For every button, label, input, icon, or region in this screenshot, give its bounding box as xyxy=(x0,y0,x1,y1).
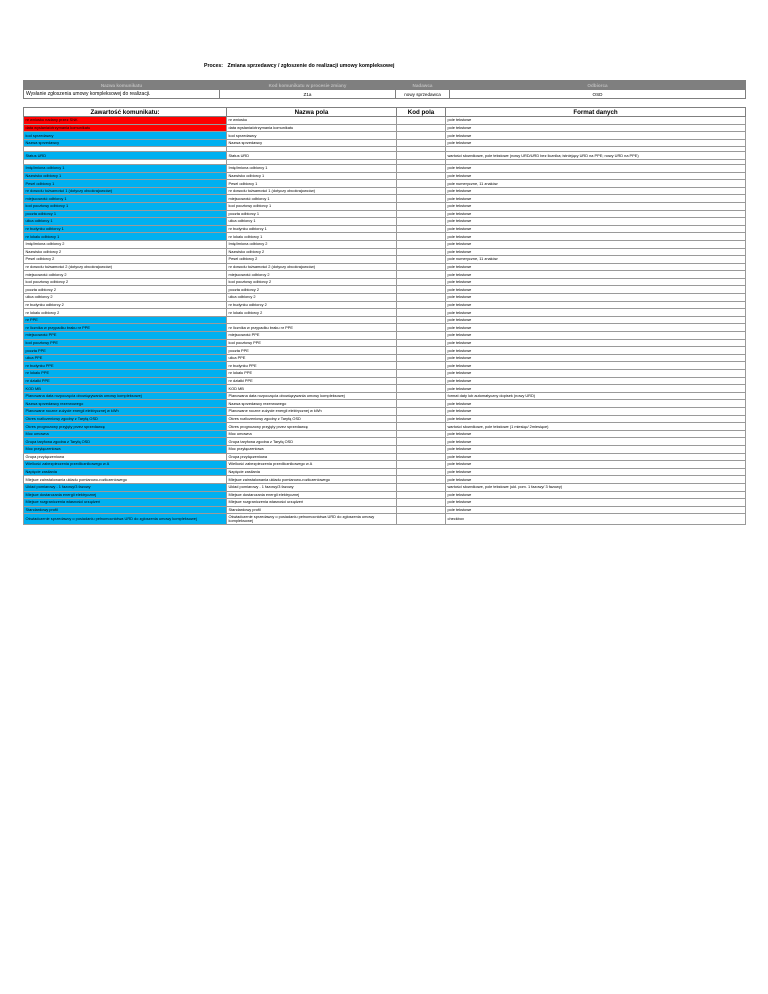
content-cell: Nazwa sprzedawcy xyxy=(24,139,227,147)
data-format-cell: pole tekstowe xyxy=(446,309,746,317)
field-code-cell xyxy=(397,362,446,370)
field-name-cell: miejscowość PPE xyxy=(227,332,397,340)
content-cell: KOD MB xyxy=(24,385,227,393)
content-cell: nr lokalu odbiorcy 2 xyxy=(24,309,227,317)
data-format-cell: pole tekstowe xyxy=(446,468,746,476)
data-format-cell: pole tekstowe xyxy=(446,202,746,210)
field-code-cell xyxy=(397,491,446,499)
table-row xyxy=(24,499,746,507)
table-row xyxy=(24,400,746,408)
content-cell: miejscowość odbiorcy 1 xyxy=(24,195,227,203)
content-cell: nr dowodu tożsamości 1 (dotyczy obcokrajowców) xyxy=(24,187,227,195)
field-name-cell: nr lokalu PPE xyxy=(227,370,397,378)
field-code-cell xyxy=(397,415,446,423)
process-title: Zmiana sprzedawcy / zgłoszenie do realizacji umowy kompleksowej xyxy=(227,63,395,69)
data-format-cell: pole tekstowe xyxy=(446,195,746,203)
table-row xyxy=(24,248,746,256)
field-code-cell xyxy=(397,332,446,340)
table-row xyxy=(24,256,746,264)
table-row xyxy=(24,187,746,195)
field-name-cell: Pesel odbiorcy 1 xyxy=(227,180,397,188)
field-code-cell xyxy=(397,468,446,476)
table-row xyxy=(24,263,746,271)
data-format-cell: pole tekstowe xyxy=(446,218,746,226)
field-code-cell xyxy=(397,423,446,431)
field-code-cell xyxy=(397,445,446,453)
table-row xyxy=(24,294,746,302)
field-name-cell: Status URD xyxy=(227,152,397,160)
field-code-cell xyxy=(397,152,446,160)
field-code-cell xyxy=(397,400,446,408)
field-name-cell: ulica odbiorcy 2 xyxy=(227,294,397,302)
field-name-cell: Standardowy profil xyxy=(227,506,397,514)
content-cell: kod pocztowy odbiorcy 2 xyxy=(24,278,227,286)
content-cell: ulica PPE xyxy=(24,354,227,362)
data-format-cell: pole tekstowe xyxy=(446,430,746,438)
table-row xyxy=(24,309,746,317)
value-cell-recipient: OSD xyxy=(450,90,746,99)
message-value-row xyxy=(24,90,746,99)
content-cell: Pesel odbiorcy 1 xyxy=(24,180,227,188)
table-row xyxy=(24,491,746,499)
field-code-cell xyxy=(397,256,446,264)
field-name-cell: nr wniosku xyxy=(227,117,397,125)
data-format-cell: pole tekstowe xyxy=(446,476,746,484)
table-row xyxy=(24,332,746,340)
field-name-cell: Grupa taryfowa zgodna z Taryfą OSD xyxy=(227,438,397,446)
content-cell: miejscowość PPE xyxy=(24,332,227,340)
data-format-cell: pole tekstowe xyxy=(446,499,746,507)
field-name-cell: ulica PPE xyxy=(227,354,397,362)
field-name-cell: nr licznika w przypadku braku nr PPE xyxy=(227,324,397,332)
field-name-cell: poczta PPE xyxy=(227,347,397,355)
table-row xyxy=(24,445,746,453)
data-format-cell: pole tekstowe xyxy=(446,506,746,514)
table-row xyxy=(24,438,746,446)
content-header-row xyxy=(24,108,746,117)
content-cell: Nazwisko odbiorcy 1 xyxy=(24,172,227,180)
field-code-cell xyxy=(397,124,446,132)
content-cell: Imię/imiona odbiorcy 2 xyxy=(24,240,227,248)
column-header-data-format: Format danych xyxy=(446,108,746,117)
field-code-cell xyxy=(397,132,446,140)
field-name-cell: nr dowodu tożsamości 1 (dotyczy obcokrajowców) xyxy=(227,187,397,195)
data-format-cell: pole tekstowe xyxy=(446,385,746,393)
content-cell: Grupa przyłączeniowa xyxy=(24,453,227,461)
field-code-cell xyxy=(397,430,446,438)
field-code-cell xyxy=(397,180,446,188)
field-name-cell: kod sprzedawcy xyxy=(227,132,397,140)
field-code-cell xyxy=(397,354,446,362)
data-format-cell: pole tekstowe xyxy=(446,248,746,256)
field-name-cell: miejscowość odbiorcy 2 xyxy=(227,271,397,279)
field-name-cell: nr lokalu odbiorcy 2 xyxy=(227,309,397,317)
table-row xyxy=(24,514,746,525)
field-code-cell xyxy=(397,195,446,203)
table-row xyxy=(24,430,746,438)
content-cell: kod sprzedawcy xyxy=(24,132,227,140)
process-label: Proces: xyxy=(204,63,224,69)
data-format-cell: pole tekstowe xyxy=(446,453,746,461)
table-row xyxy=(24,407,746,415)
table-row xyxy=(24,233,746,241)
content-cell: nr budynku odbiorcy 1 xyxy=(24,225,227,233)
field-code-cell xyxy=(397,210,446,218)
data-format-cell: wartości słownikowe, pole tekstowe (ukł. pom. 1 fazowy/ 3 fazowy) xyxy=(446,483,746,491)
table-row xyxy=(24,453,746,461)
field-code-cell xyxy=(397,233,446,241)
message-header-table xyxy=(23,80,746,99)
field-name-cell: Wielkość zabezpieczenia przedlicznikowego w A xyxy=(227,461,397,469)
column-header-content: Zawartość komunikatu: xyxy=(24,108,227,117)
field-name-cell: Układ pomiarowy - 1 fazowy/3 fazowy xyxy=(227,483,397,491)
table-row xyxy=(24,139,746,147)
data-format-cell: pole tekstowe xyxy=(446,491,746,499)
field-name-cell: nr działki PPE xyxy=(227,377,397,385)
field-name-cell: Planowana data rozpoczęcia obowiązywania umowy kompleksowej xyxy=(227,392,397,400)
field-code-cell xyxy=(397,225,446,233)
table-row xyxy=(24,172,746,180)
field-code-cell xyxy=(397,164,446,172)
field-code-cell xyxy=(397,172,446,180)
field-name-cell: Grupa przyłączeniowa xyxy=(227,453,397,461)
field-name-cell: Napięcie zasilania xyxy=(227,468,397,476)
field-name-cell: nr lokalu odbiorcy 1 xyxy=(227,233,397,241)
data-format-cell: pole tekstowe xyxy=(446,117,746,125)
field-name-cell: Nazwa sprzedawcy xyxy=(227,139,397,147)
content-cell: ulica odbiorcy 2 xyxy=(24,294,227,302)
data-format-cell: pole numeryczne, 11 znaków xyxy=(446,256,746,264)
field-name-cell: Pesel odbiorcy 2 xyxy=(227,256,397,264)
value-cell-message-name: Wysłanie zgłoszenia umowy kompleksowej do realizacji. xyxy=(24,90,220,99)
field-code-cell xyxy=(397,499,446,507)
field-code-cell xyxy=(397,438,446,446)
field-code-cell xyxy=(397,240,446,248)
data-format-cell: wartości słownikowe, pole tekstowe (nowy URD/URD bez licznika; istniejący URD na PPE; nowy URD na PPE) xyxy=(446,152,746,160)
field-name-cell: Planowane roczne zużycie energii elektrycznej w kWh xyxy=(227,407,397,415)
field-code-cell xyxy=(397,461,446,469)
message-header-row xyxy=(24,81,746,90)
field-name-cell: poczta odbiorcy 1 xyxy=(227,210,397,218)
column-header-field-code: Kod pola xyxy=(397,108,446,117)
table-row xyxy=(24,483,746,491)
field-name-cell: Nazwa sprzedawcy rezerwowego xyxy=(227,400,397,408)
data-format-cell: pole tekstowe xyxy=(446,210,746,218)
data-format-cell: pole tekstowe xyxy=(446,172,746,180)
field-name-cell: Moc przyłączeniowa xyxy=(227,445,397,453)
field-name-cell: Nazwisko odbiorcy 1 xyxy=(227,172,397,180)
data-format-cell: pole tekstowe xyxy=(446,362,746,370)
content-cell: nr wniosku nadany przez SNK xyxy=(24,117,227,125)
table-row xyxy=(24,301,746,309)
content-cell: nr lokalu odbiorcy 1 xyxy=(24,233,227,241)
field-code-cell xyxy=(397,187,446,195)
content-rows xyxy=(24,117,746,525)
data-format-cell: pole tekstowe xyxy=(446,187,746,195)
field-name-cell xyxy=(227,316,397,324)
data-format-cell: pole tekstowe xyxy=(446,370,746,378)
table-row xyxy=(24,415,746,423)
data-format-cell: pole tekstowe xyxy=(446,139,746,147)
field-code-cell xyxy=(397,301,446,309)
table-row xyxy=(24,468,746,476)
table-row xyxy=(24,225,746,233)
data-format-cell: pole tekstowe xyxy=(446,316,746,324)
field-code-cell xyxy=(397,483,446,491)
field-code-cell xyxy=(397,139,446,147)
content-cell: nr działki PPE xyxy=(24,377,227,385)
content-cell: poczta PPE xyxy=(24,347,227,355)
content-cell: nr PPE xyxy=(24,316,227,324)
field-name-cell: nr budynku odbiorcy 1 xyxy=(227,225,397,233)
data-format-cell: pole tekstowe xyxy=(446,124,746,132)
table-row xyxy=(24,392,746,400)
content-cell: Miejsce zainstalowania układu pomiarowo-rozliczeniowego xyxy=(24,476,227,484)
data-format-cell: pole tekstowe xyxy=(446,225,746,233)
table-row xyxy=(24,286,746,294)
field-code-cell xyxy=(397,309,446,317)
table-row xyxy=(24,271,746,279)
content-cell: Nazwisko odbiorcy 2 xyxy=(24,248,227,256)
data-format-cell: pole tekstowe xyxy=(446,271,746,279)
content-cell: kod pocztowy odbiorcy 1 xyxy=(24,202,227,210)
data-format-cell: pole tekstowe xyxy=(446,240,746,248)
content-cell: Pesel odbiorcy 2 xyxy=(24,256,227,264)
process-line xyxy=(204,63,394,69)
content-cell: Moc przyłączeniowa xyxy=(24,445,227,453)
field-code-cell xyxy=(397,324,446,332)
content-cell: Okres prognozowy przyjęty przez sprzedawcę xyxy=(24,423,227,431)
field-name-cell: kod pocztowy odbiorcy 1 xyxy=(227,202,397,210)
field-code-cell xyxy=(397,286,446,294)
field-code-cell xyxy=(397,248,446,256)
table-row xyxy=(24,324,746,332)
table-row xyxy=(24,385,746,393)
field-code-cell xyxy=(397,347,446,355)
field-name-cell: Imię/imiona odbiorcy 1 xyxy=(227,164,397,172)
field-code-cell xyxy=(397,218,446,226)
field-code-cell xyxy=(397,263,446,271)
data-format-cell: pole tekstowe xyxy=(446,354,746,362)
content-cell: ulica odbiorcy 1 xyxy=(24,218,227,226)
field-name-cell: Okres rozliczeniowy zgodny z Taryfą OSD xyxy=(227,415,397,423)
content-cell: Napięcie zasilania xyxy=(24,468,227,476)
table-row xyxy=(24,377,746,385)
field-name-cell: Imię/imiona odbiorcy 2 xyxy=(227,240,397,248)
field-name-cell: Nazwisko odbiorcy 2 xyxy=(227,248,397,256)
field-name-cell: miejscowość odbiorcy 1 xyxy=(227,195,397,203)
header-cell-sender: Nadawca xyxy=(396,81,450,90)
data-format-cell: pole tekstowe xyxy=(446,294,746,302)
data-format-cell: pole tekstowe xyxy=(446,286,746,294)
table-row xyxy=(24,132,746,140)
data-format-cell: pole tekstowe xyxy=(446,132,746,140)
data-format-cell: pole numeryczne, 11 znaków xyxy=(446,180,746,188)
data-format-cell: pole tekstowe xyxy=(446,324,746,332)
content-cell: Wielkość zabezpieczenia przedlicznikowego w A xyxy=(24,461,227,469)
content-cell: poczta odbiorcy 1 xyxy=(24,210,227,218)
content-cell: nr budynku PPE xyxy=(24,362,227,370)
field-name-cell: Miejsce dostarczania energii elektrycznej xyxy=(227,491,397,499)
table-row xyxy=(24,506,746,514)
content-cell: poczta odbiorcy 2 xyxy=(24,286,227,294)
value-cell-sender: nowy sprzedawca xyxy=(396,90,450,99)
field-name-cell: nr budynku odbiorcy 2 xyxy=(227,301,397,309)
data-format-cell: pole tekstowe xyxy=(446,445,746,453)
content-cell: Układ pomiarowy - 1 fazowy/3 fazowy xyxy=(24,483,227,491)
field-code-cell xyxy=(397,278,446,286)
table-row xyxy=(24,240,746,248)
data-format-cell: pole tekstowe xyxy=(446,278,746,286)
table-row xyxy=(24,461,746,469)
content-cell: nr budynku odbiorcy 2 xyxy=(24,301,227,309)
table-row xyxy=(24,164,746,172)
data-format-cell: pole tekstowe xyxy=(446,407,746,415)
field-code-cell xyxy=(397,294,446,302)
data-format-cell: checkbox xyxy=(446,514,746,525)
data-format-cell: pole tekstowe xyxy=(446,339,746,347)
field-code-cell xyxy=(397,202,446,210)
data-format-cell: wartości słownikowe, pole tekstowe (1 miesiąc/ 2miesiące) xyxy=(446,423,746,431)
table-row xyxy=(24,202,746,210)
field-name-cell: nr budynku PPE xyxy=(227,362,397,370)
field-code-cell xyxy=(397,385,446,393)
table-row xyxy=(24,316,746,324)
content-cell: Oświadczenie sprzedawcy o posiadaniu pełnomocnictwa URD do zgłoszenia umowy kompleksowej xyxy=(24,514,227,525)
content-cell: Grupa taryfowa zgodna z Taryfą OSD xyxy=(24,438,227,446)
header-cell-recipient: Odbiorca xyxy=(450,81,746,90)
field-code-cell xyxy=(397,117,446,125)
field-name-cell: data wysłania/otrzymania komunikatu xyxy=(227,124,397,132)
content-cell: data wysłania/otrzymania komunikatu xyxy=(24,124,227,132)
data-format-cell: format daty lub automatyczny dopisek (nowy URD) xyxy=(446,392,746,400)
content-cell: Okres rozliczeniowy zgodny z Taryfą OSD xyxy=(24,415,227,423)
table-row xyxy=(24,218,746,226)
table-row xyxy=(24,195,746,203)
data-format-cell: pole tekstowe xyxy=(446,263,746,271)
data-format-cell: pole tekstowe xyxy=(446,400,746,408)
content-cell: Miejsce rozgraniczenia własności urządzeń xyxy=(24,499,227,507)
field-name-cell: Okres prognozowy przyjęty przez sprzedawcę xyxy=(227,423,397,431)
content-cell: nr lokalu PPE xyxy=(24,370,227,378)
data-format-cell: pole tekstowe xyxy=(446,415,746,423)
data-format-cell: pole tekstowe xyxy=(446,233,746,241)
data-format-cell: pole tekstowe xyxy=(446,377,746,385)
field-code-cell xyxy=(397,370,446,378)
field-code-cell xyxy=(397,392,446,400)
field-name-cell: Oświadczenie sprzedawcy o posiadaniu pełnomocnictwa URD do zgłoszenia umowy kompleksowej xyxy=(227,514,397,525)
field-name-cell: ulica odbiorcy 1 xyxy=(227,218,397,226)
content-cell: Miejsce dostarczania energii elektrycznej xyxy=(24,491,227,499)
field-name-cell: nr dowodu tożsamości 2 (dotyczy obcokrajowców) xyxy=(227,263,397,271)
field-name-cell: Miejsce rozgraniczenia własności urządzeń xyxy=(227,499,397,507)
table-row xyxy=(24,370,746,378)
field-code-cell xyxy=(397,339,446,347)
table-row xyxy=(24,117,746,125)
table-row xyxy=(24,278,746,286)
content-cell: nr licznika w przypadku braku nr PPE xyxy=(24,324,227,332)
field-name-cell: Moc umowna xyxy=(227,430,397,438)
table-row xyxy=(24,362,746,370)
field-name-cell: kod pocztowy PPE xyxy=(227,339,397,347)
message-content-table xyxy=(23,107,746,525)
content-cell: Moc umowna xyxy=(24,430,227,438)
data-format-cell: pole tekstowe xyxy=(446,347,746,355)
data-format-cell: pole tekstowe xyxy=(446,461,746,469)
data-format-cell: pole tekstowe xyxy=(446,438,746,446)
table-row xyxy=(24,180,746,188)
content-cell: Planowana data rozpoczęcia obowiązywania umowy kompleksowej xyxy=(24,392,227,400)
table-row xyxy=(24,347,746,355)
field-code-cell xyxy=(397,514,446,525)
field-code-cell xyxy=(397,271,446,279)
data-format-cell: pole tekstowe xyxy=(446,301,746,309)
content-cell: miejscowość odbiorcy 2 xyxy=(24,271,227,279)
content-cell: Status URD xyxy=(24,152,227,160)
content-cell: Standardowy profil xyxy=(24,506,227,514)
field-code-cell xyxy=(397,377,446,385)
field-code-cell xyxy=(397,506,446,514)
field-code-cell xyxy=(397,476,446,484)
data-format-cell: pole tekstowe xyxy=(446,332,746,340)
table-row xyxy=(24,210,746,218)
content-cell: Planowane roczne zużycie energii elektrycznej w kWh xyxy=(24,407,227,415)
header-cell-message-name: Nazwa komunikatu xyxy=(24,81,220,90)
content-cell: nr dowodu tożsamości 2 (dotyczy obcokrajowców) xyxy=(24,263,227,271)
content-cell: Nazwa sprzedawcy rezerwowego xyxy=(24,400,227,408)
table-row xyxy=(24,339,746,347)
value-cell-message-code: Z1a xyxy=(220,90,396,99)
table-row xyxy=(24,152,746,160)
content-cell: kod pocztowy PPE xyxy=(24,339,227,347)
field-code-cell xyxy=(397,407,446,415)
column-header-field-name: Nazwa pola xyxy=(227,108,397,117)
table-row xyxy=(24,354,746,362)
field-name-cell: KOD MB xyxy=(227,385,397,393)
field-code-cell xyxy=(397,316,446,324)
field-name-cell: poczta odbiorcy 2 xyxy=(227,286,397,294)
table-row xyxy=(24,423,746,431)
data-format-cell: pole tekstowe xyxy=(446,164,746,172)
field-name-cell: kod pocztowy odbiorcy 2 xyxy=(227,278,397,286)
table-row xyxy=(24,476,746,484)
table-row xyxy=(24,124,746,132)
field-code-cell xyxy=(397,453,446,461)
field-name-cell: Miejsce zainstalowania układu pomiarowo-rozliczeniowego xyxy=(227,476,397,484)
content-cell: Imię/imiona odbiorcy 1 xyxy=(24,164,227,172)
header-cell-message-code: Kod komunikatu w procesie zmiany xyxy=(220,81,396,90)
